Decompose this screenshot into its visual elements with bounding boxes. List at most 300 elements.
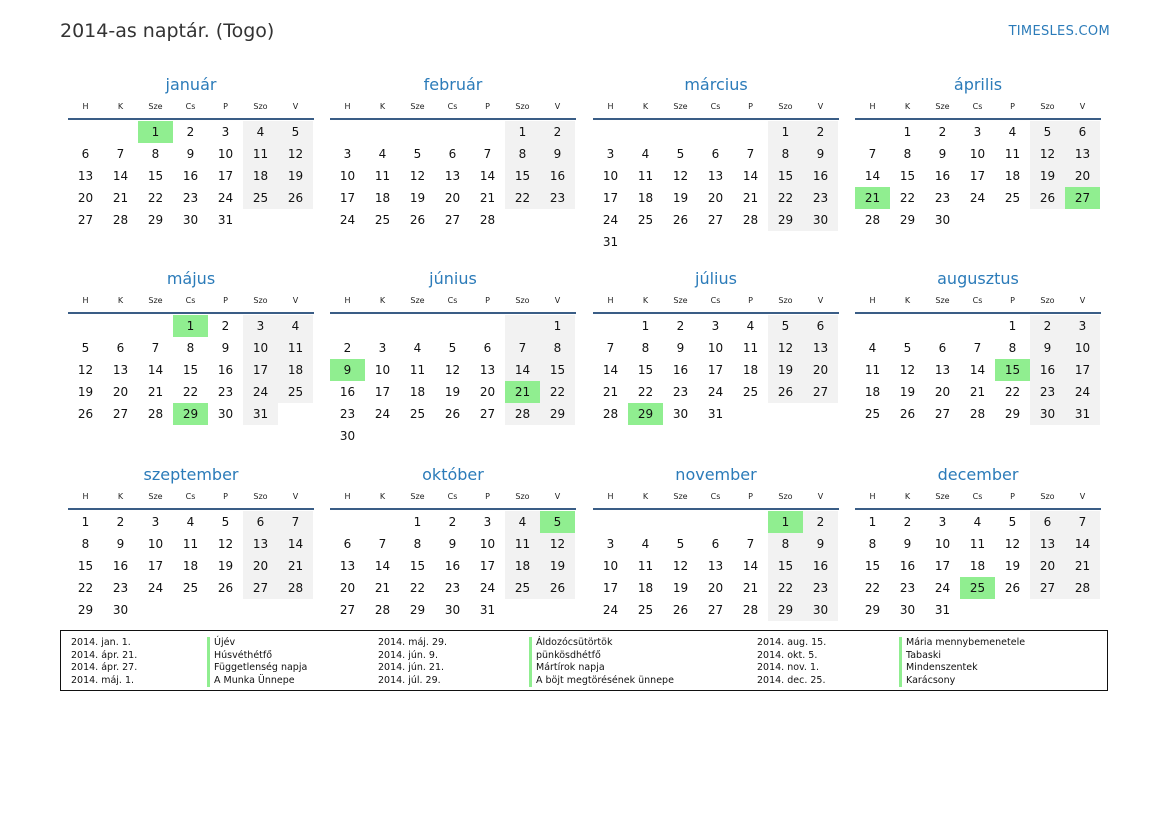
day-cell: 24: [602, 213, 619, 227]
week-row: [68, 337, 314, 359]
day-cell: 26: [444, 407, 461, 421]
day-cell: 13: [339, 559, 356, 573]
day-cell: 20: [243, 555, 278, 577]
week-row: [855, 337, 1101, 359]
day-cell: 28: [278, 577, 313, 599]
weekday-label: K: [117, 296, 124, 305]
week-row: [330, 403, 576, 425]
day-cell: 21: [278, 555, 313, 577]
day-cell: 1: [173, 315, 208, 337]
day-cell: 28: [742, 213, 759, 227]
weekday-header: [855, 100, 1101, 120]
day-cell: 4: [641, 537, 650, 551]
day-cell: 18: [182, 559, 199, 573]
weekday-label: Sze: [148, 296, 163, 305]
day-cell: 1: [903, 125, 912, 139]
day-cell: 25: [742, 385, 759, 399]
day-cell: 14: [479, 169, 496, 183]
weekday-header: [68, 490, 314, 510]
week-row: [330, 121, 576, 143]
week-row: [855, 403, 1101, 425]
day-cell: 28: [505, 403, 540, 425]
day-cell: 18: [637, 191, 654, 205]
day-cell: 7: [505, 337, 540, 359]
day-cell: 25: [409, 407, 426, 421]
week-row: [593, 577, 839, 599]
week-row: [855, 165, 1101, 187]
day-cell: 19: [409, 191, 426, 205]
day-cell: 30: [672, 407, 689, 421]
day-cell: 13: [479, 363, 496, 377]
day-cell: 15: [768, 555, 803, 577]
weekday-label: Cs: [185, 492, 196, 501]
week-row: [593, 403, 839, 425]
weekday-header: [855, 490, 1101, 510]
day-cell: 24: [147, 581, 164, 595]
weekday-label: Sze: [673, 102, 688, 111]
day-cell: 26: [540, 577, 575, 599]
week-row: [330, 425, 576, 447]
holiday-name: Mártírok napja: [529, 662, 674, 675]
day-cell: 1: [768, 511, 803, 533]
day-cell: 7: [378, 537, 387, 551]
day-cell: 17: [707, 363, 724, 377]
month-name: október: [422, 465, 484, 484]
day-cell: 31: [707, 407, 724, 421]
day-cell: 24: [479, 581, 496, 595]
day-cell: 16: [540, 165, 575, 187]
day-cell: 23: [1030, 381, 1065, 403]
day-cell: 4: [278, 315, 313, 337]
day-cell: 28: [742, 603, 759, 617]
day-cell: 19: [672, 581, 689, 595]
weekday-label: P: [1010, 492, 1015, 501]
day-cell: 15: [147, 169, 164, 183]
day-cell: 6: [343, 537, 352, 551]
day-cell: 16: [444, 559, 461, 573]
day-cell: 23: [217, 385, 234, 399]
day-cell: 19: [444, 385, 461, 399]
month-11: [593, 464, 839, 621]
weekday-label: Sze: [148, 102, 163, 111]
day-cell: 4: [973, 515, 982, 529]
weekday-header: [68, 294, 314, 314]
day-cell: 28: [479, 213, 496, 227]
day-cell: 29: [628, 403, 663, 425]
month-name: szeptember: [143, 465, 239, 484]
day-cell: 9: [676, 341, 685, 355]
weekday-label: P: [748, 102, 753, 111]
month-7: [593, 268, 839, 425]
empty-day-cell: [103, 121, 138, 143]
day-cell: 8: [768, 533, 803, 555]
holiday-name: A Munka Ünnepe: [207, 675, 307, 688]
weekday-header: [330, 100, 576, 120]
empty-day-cell: [365, 511, 400, 533]
week-row: [855, 315, 1101, 337]
day-cell: 27: [77, 213, 94, 227]
month-name: január: [165, 75, 217, 94]
month-name: május: [166, 269, 216, 288]
empty-day-cell: [540, 425, 575, 447]
weekday-label: Sze: [410, 102, 425, 111]
day-cell: 11: [1004, 147, 1021, 161]
day-cell: 17: [969, 169, 986, 183]
day-cell: 17: [479, 559, 496, 573]
empty-day-cell: [540, 209, 575, 231]
holiday-date: 2014. jún. 21.: [378, 662, 445, 673]
empty-day-cell: [470, 121, 505, 143]
empty-day-cell: [208, 599, 243, 621]
holiday-date: 2014. dec. 25.: [757, 674, 826, 686]
empty-day-cell: [278, 403, 313, 425]
weekday-label: Szo: [253, 102, 268, 111]
day-cell: 18: [742, 363, 759, 377]
weekday-label: K: [642, 296, 649, 305]
empty-day-cell: [1030, 209, 1065, 231]
day-cell: 10: [1065, 337, 1100, 359]
week-row: [68, 143, 314, 165]
empty-day-cell: [330, 121, 365, 143]
day-cell: 3: [151, 515, 160, 529]
day-cell: 13: [1030, 533, 1065, 555]
day-cell: 8: [540, 337, 575, 359]
weekday-header: [855, 294, 1101, 314]
day-cell: 13: [707, 169, 724, 183]
day-cell: 5: [768, 315, 803, 337]
empty-day-cell: [628, 121, 663, 143]
day-cell: 23: [182, 191, 199, 205]
day-cell: 11: [278, 337, 313, 359]
day-cell: 27: [803, 381, 838, 403]
holiday-date: 2014. okt. 5.: [757, 649, 818, 661]
empty-day-cell: [173, 599, 208, 621]
day-cell: 6: [1065, 121, 1100, 143]
day-cell: 30: [182, 213, 199, 227]
week-row: [330, 187, 576, 209]
day-cell: 22: [864, 581, 881, 595]
day-cell: 14: [742, 559, 759, 573]
weekday-label: K: [904, 296, 911, 305]
day-cell: 13: [1065, 143, 1100, 165]
day-cell: 30: [899, 603, 916, 617]
day-cell: 21: [969, 385, 986, 399]
week-row: [68, 533, 314, 555]
holiday-date: 2014. jan. 1.: [71, 637, 131, 648]
day-cell: 9: [803, 143, 838, 165]
day-cell: 11: [969, 537, 986, 551]
day-cell: 27: [339, 603, 356, 617]
weekday-label: Cs: [710, 296, 721, 305]
day-cell: 28: [864, 213, 881, 227]
day-cell: 1: [81, 515, 90, 529]
empty-day-cell: [400, 121, 435, 143]
empty-day-cell: [435, 121, 470, 143]
weekday-label: H: [82, 102, 89, 111]
day-cell: 11: [864, 363, 881, 377]
day-cell: 14: [374, 559, 391, 573]
holiday-dates-col1: [71, 637, 137, 687]
day-cell: 20: [934, 385, 951, 399]
day-cell: 20: [1065, 165, 1100, 187]
day-cell: 11: [182, 537, 199, 551]
day-cell: 2: [540, 121, 575, 143]
day-cell: 10: [147, 537, 164, 551]
day-cell: 8: [81, 537, 90, 551]
day-cell: 21: [112, 191, 129, 205]
day-cell: 23: [112, 581, 129, 595]
day-cell: 16: [934, 169, 951, 183]
day-cell: 12: [217, 537, 234, 551]
day-cell: 13: [707, 559, 724, 573]
week-row: [593, 209, 839, 231]
day-cell: 17: [934, 559, 951, 573]
day-cell: 28: [112, 213, 129, 227]
week-row: [593, 143, 839, 165]
day-cell: 10: [374, 363, 391, 377]
day-cell: 10: [243, 337, 278, 359]
empty-day-cell: [855, 315, 890, 337]
day-cell: 8: [868, 537, 877, 551]
day-cell: 3: [606, 537, 615, 551]
day-cell: 16: [1030, 359, 1065, 381]
day-cell: 5: [278, 121, 313, 143]
day-cell: 2: [903, 515, 912, 529]
week-row: [855, 577, 1101, 599]
day-cell: 6: [711, 537, 720, 551]
week-row: [855, 143, 1101, 165]
day-cell: 28: [1065, 577, 1100, 599]
day-cell: 2: [221, 319, 230, 333]
day-cell: 21: [855, 187, 890, 209]
day-cell: 13: [112, 363, 129, 377]
day-cell: 30: [112, 603, 129, 617]
day-cell: 18: [409, 385, 426, 399]
day-cell: 25: [505, 577, 540, 599]
day-cell: 3: [243, 315, 278, 337]
week-row: [330, 359, 576, 381]
day-cell: 19: [1004, 559, 1021, 573]
day-cell: 25: [864, 407, 881, 421]
month-name: április: [953, 75, 1003, 94]
day-cell: 6: [938, 341, 947, 355]
empty-day-cell: [733, 121, 768, 143]
weekday-label: Sze: [148, 492, 163, 501]
weekday-label: Szo: [515, 296, 530, 305]
day-cell: 18: [243, 165, 278, 187]
day-cell: 29: [768, 599, 803, 621]
weekday-label: H: [344, 296, 351, 305]
day-cell: 3: [938, 515, 947, 529]
day-cell: 25: [374, 213, 391, 227]
day-cell: 26: [278, 187, 313, 209]
empty-day-cell: [365, 121, 400, 143]
day-cell: 12: [1004, 537, 1021, 551]
day-cell: 26: [1030, 187, 1065, 209]
day-cell: 3: [973, 125, 982, 139]
day-cell: 3: [343, 147, 352, 161]
day-cell: 27: [112, 407, 129, 421]
day-cell: 23: [803, 577, 838, 599]
empty-day-cell: [138, 315, 173, 337]
week-row: [330, 165, 576, 187]
day-cell: 10: [339, 169, 356, 183]
day-cell: 3: [711, 319, 720, 333]
day-cell: 7: [1065, 511, 1100, 533]
weekday-label: Sze: [935, 492, 950, 501]
week-row: [855, 533, 1101, 555]
day-cell: 25: [278, 381, 313, 403]
weekday-label: Cs: [972, 492, 983, 501]
week-row: [330, 599, 576, 621]
weekday-label: V: [292, 296, 299, 305]
day-cell: 15: [864, 559, 881, 573]
weekday-label: H: [82, 492, 89, 501]
day-cell: 19: [1030, 165, 1065, 187]
day-cell: 7: [151, 341, 160, 355]
day-cell: 25: [1004, 191, 1021, 205]
day-cell: 30: [339, 429, 356, 443]
day-cell: 29: [77, 603, 94, 617]
weekday-label: K: [379, 102, 386, 111]
day-cell: 16: [803, 165, 838, 187]
day-cell: 15: [899, 169, 916, 183]
weekday-header: [68, 100, 314, 120]
day-cell: 7: [746, 147, 755, 161]
day-cell: 27: [1065, 187, 1100, 209]
week-row: [68, 599, 314, 621]
month-weeks: [593, 315, 839, 425]
holiday-names-col1: [207, 637, 307, 687]
month-name: augusztus: [937, 269, 1019, 288]
month-3: [593, 74, 839, 253]
day-cell: 21: [602, 385, 619, 399]
empty-day-cell: [278, 599, 313, 621]
week-row: [593, 165, 839, 187]
day-cell: 14: [112, 169, 129, 183]
week-row: [855, 359, 1101, 381]
month-12: [855, 464, 1101, 621]
empty-day-cell: [400, 425, 435, 447]
day-cell: 14: [969, 363, 986, 377]
day-cell: 24: [707, 385, 724, 399]
weekday-label: Szo: [1040, 102, 1055, 111]
day-cell: 11: [243, 143, 278, 165]
week-row: [330, 209, 576, 231]
empty-day-cell: [138, 599, 173, 621]
site-link[interactable]: TIMESLES.COM: [1008, 24, 1110, 39]
empty-day-cell: [960, 599, 995, 621]
week-row: [855, 381, 1101, 403]
day-cell: 17: [374, 385, 391, 399]
weekday-label: Sze: [673, 296, 688, 305]
weekday-header: [593, 490, 839, 510]
day-cell: 20: [707, 581, 724, 595]
empty-day-cell: [628, 231, 663, 253]
weekday-label: V: [292, 102, 299, 111]
week-row: [330, 555, 576, 577]
empty-day-cell: [593, 121, 628, 143]
day-cell: 2: [676, 319, 685, 333]
day-cell: 24: [969, 191, 986, 205]
day-cell: 17: [602, 581, 619, 595]
day-cell: 18: [637, 581, 654, 595]
day-cell: 2: [116, 515, 125, 529]
month-weeks: [330, 121, 576, 231]
day-cell: 7: [483, 147, 492, 161]
day-cell: 5: [448, 341, 457, 355]
holiday-name: Függetlenség napja: [207, 662, 307, 675]
day-cell: 16: [672, 363, 689, 377]
day-cell: 13: [444, 169, 461, 183]
empty-day-cell: [435, 315, 470, 337]
month-weeks: [855, 121, 1101, 231]
holiday-name: Tabaski: [899, 650, 1025, 663]
day-cell: 16: [112, 559, 129, 573]
weekday-header: [330, 294, 576, 314]
empty-day-cell: [68, 315, 103, 337]
empty-day-cell: [593, 315, 628, 337]
weekday-label: P: [748, 492, 753, 501]
month-name: március: [684, 75, 748, 94]
week-row: [593, 187, 839, 209]
day-cell: 10: [602, 169, 619, 183]
weekday-label: V: [292, 492, 299, 501]
day-cell: 19: [768, 359, 803, 381]
day-cell: 22: [540, 381, 575, 403]
day-cell: 20: [339, 581, 356, 595]
day-cell: 9: [448, 537, 457, 551]
day-cell: 12: [540, 533, 575, 555]
week-row: [593, 359, 839, 381]
day-cell: 8: [151, 147, 160, 161]
day-cell: 12: [899, 363, 916, 377]
weekday-label: Sze: [935, 102, 950, 111]
empty-day-cell: [960, 209, 995, 231]
day-cell: 7: [746, 537, 755, 551]
day-cell: 12: [1030, 143, 1065, 165]
day-cell: 22: [77, 581, 94, 595]
day-cell: 17: [1065, 359, 1100, 381]
week-row: [330, 143, 576, 165]
day-cell: 26: [899, 407, 916, 421]
day-cell: 14: [602, 363, 619, 377]
day-cell: 1: [768, 121, 803, 143]
day-cell: 10: [217, 147, 234, 161]
day-cell: 20: [77, 191, 94, 205]
weekday-label: P: [748, 296, 753, 305]
empty-day-cell: [890, 315, 925, 337]
empty-day-cell: [540, 599, 575, 621]
day-cell: 29: [899, 213, 916, 227]
day-cell: 17: [602, 191, 619, 205]
day-cell: 9: [803, 533, 838, 555]
day-cell: 30: [803, 599, 838, 621]
day-cell: 4: [641, 147, 650, 161]
week-row: [330, 577, 576, 599]
day-cell: 2: [448, 515, 457, 529]
day-cell: 18: [969, 559, 986, 573]
week-row: [68, 315, 314, 337]
holiday-list: [60, 630, 1108, 691]
week-row: [593, 337, 839, 359]
weekday-label: K: [379, 492, 386, 501]
empty-day-cell: [365, 315, 400, 337]
day-cell: 31: [243, 403, 278, 425]
day-cell: 11: [409, 363, 426, 377]
holiday-names-col3: [899, 637, 1025, 687]
holiday-date: 2014. júl. 29.: [378, 674, 441, 686]
